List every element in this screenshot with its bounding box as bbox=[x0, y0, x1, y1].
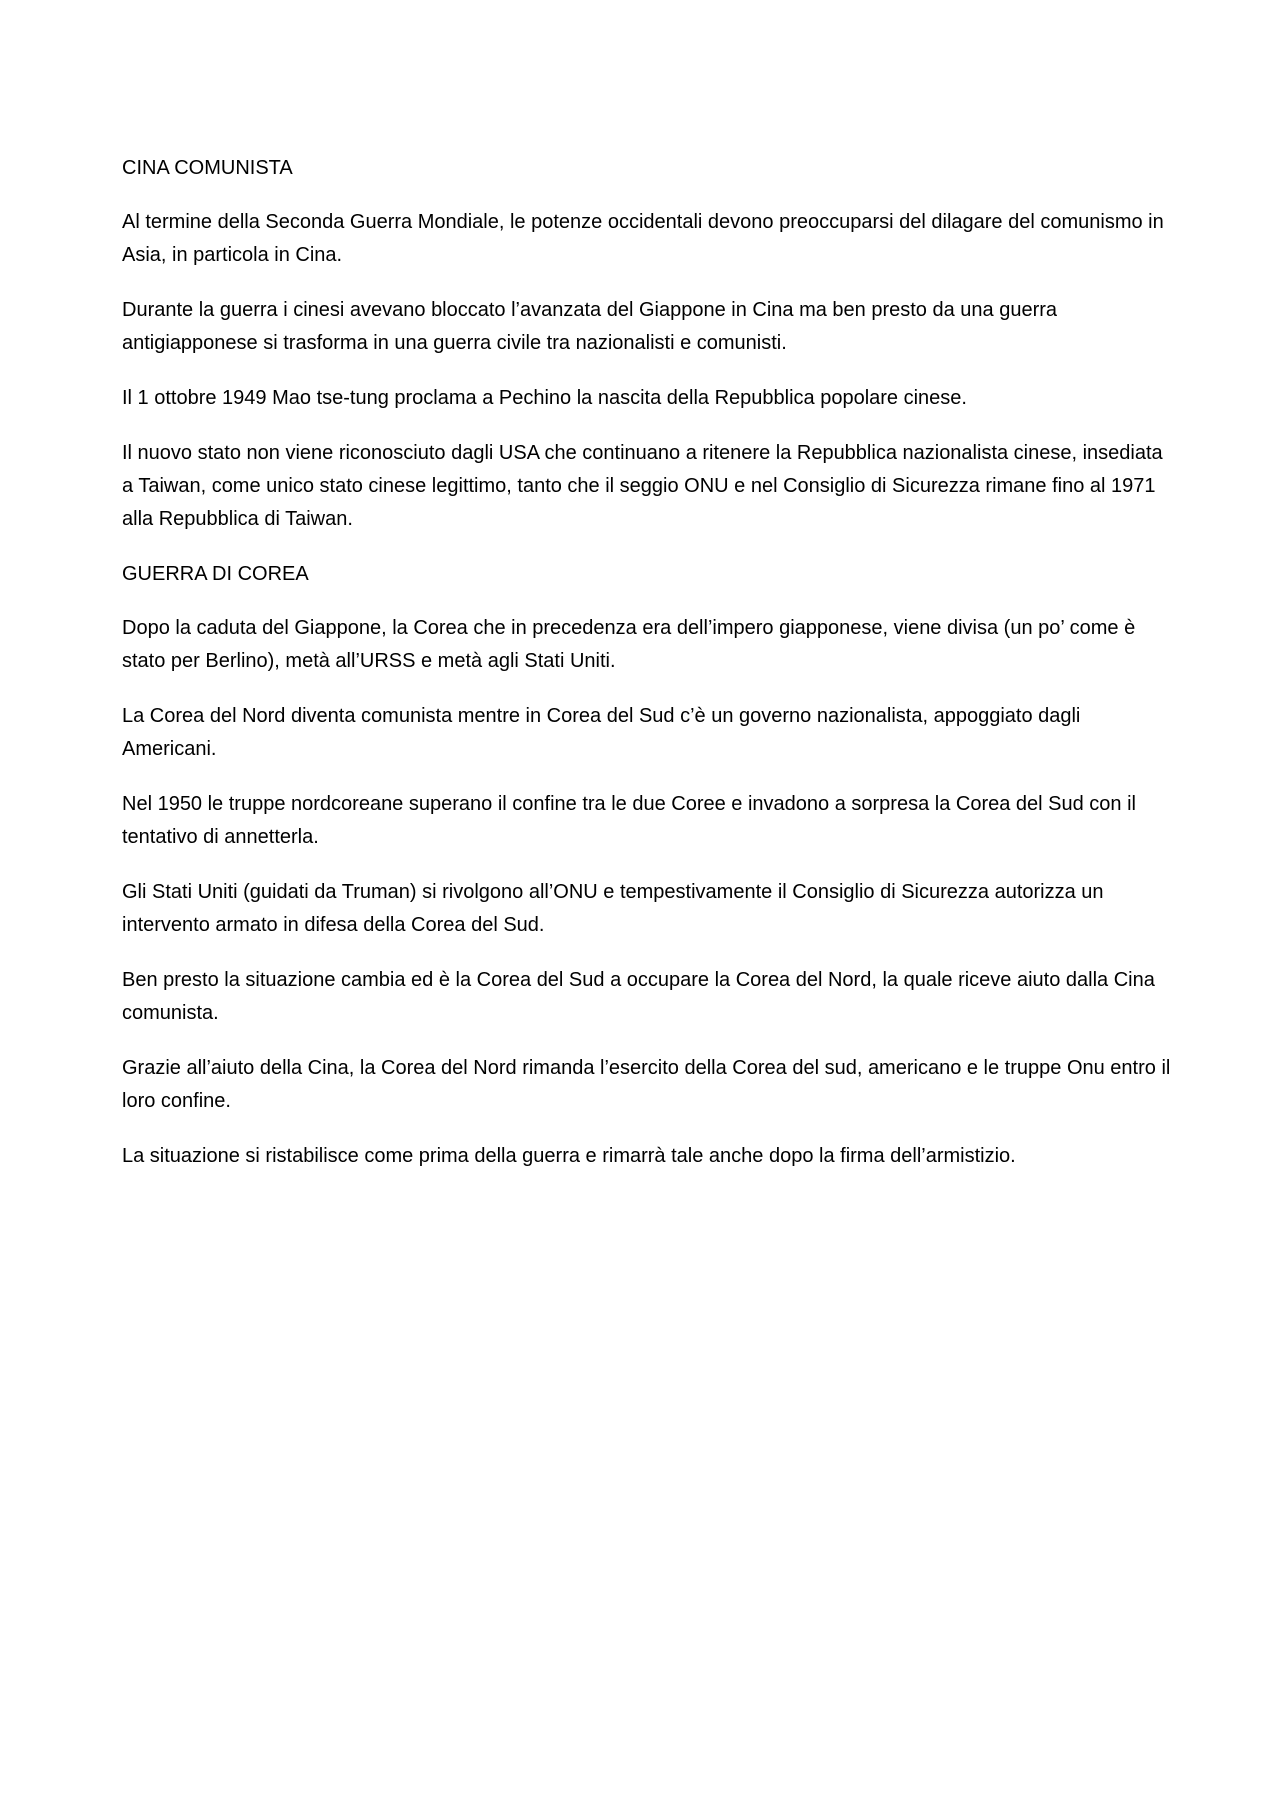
paragraph: La situazione si ristabilisce come prima della guerra e rimarrà tale anche dopo la firma dell’armistizio. bbox=[122, 1145, 1016, 1167]
paragraph: Il 1 ottobre 1949 Mao tse-tung proclama a Pechino la nascita della Repubblica popolare cinese. bbox=[122, 387, 967, 409]
paragraph: Dopo la caduta del Giappone, la Corea che in precedenza era dell’impero giapponese, viene divisa (un po’ come è stato per Berlino), metà all’URSS e metà agli Stati Uniti. bbox=[122, 617, 1136, 672]
paragraph: La Corea del Nord diventa comunista mentre in Corea del Sud c’è un governo nazionalista, appoggiato dagli Americani. bbox=[122, 705, 1081, 760]
section-heading-cina-comunista: CINA COMUNISTA bbox=[122, 157, 293, 179]
section-heading-guerra-di-corea: GUERRA DI COREA bbox=[122, 563, 309, 585]
paragraph: Al termine della Seconda Guerra Mondiale, le potenze occidentali devono preoccuparsi del dilagare del comunismo in Asia, in particola in Cina. bbox=[122, 211, 1164, 266]
paragraph: Gli Stati Uniti (guidati da Truman) si rivolgono all’ONU e tempestivamente il Consiglio di Sicurezza autorizza un intervento armato in difesa della Corea del Sud. bbox=[122, 881, 1104, 936]
document-body bbox=[122, 152, 1172, 1195]
paragraph: Ben presto la situazione cambia ed è la Corea del Sud a occupare la Corea del Nord, la quale riceve aiuto dalla Cina comunista. bbox=[122, 969, 1155, 1024]
paragraph: Nel 1950 le truppe nordcoreane superano il confine tra le due Coree e invadono a sorpresa la Corea del Sud con il tentativo di annetterla. bbox=[122, 793, 1136, 848]
paragraph: Il nuovo stato non viene riconosciuto dagli USA che continuano a ritenere la Repubblica nazionalista cinese, insediata a Taiwan, come unico stato cinese legittimo, tanto che il seggio ONU e nel Consiglio di Sicurezza rimane fino al 1971 alla Repubblica di Taiwan. bbox=[122, 442, 1163, 530]
paragraph: Grazie all’aiuto della Cina, la Corea del Nord rimanda l’esercito della Corea del sud, americano e le truppe Onu entro il loro confine. bbox=[122, 1057, 1171, 1112]
paragraph: Durante la guerra i cinesi avevano bloccato l’avanzata del Giappone in Cina ma ben presto da una guerra antigiapponese si trasforma in una guerra civile tra nazionalisti e comunisti. bbox=[122, 299, 1058, 354]
